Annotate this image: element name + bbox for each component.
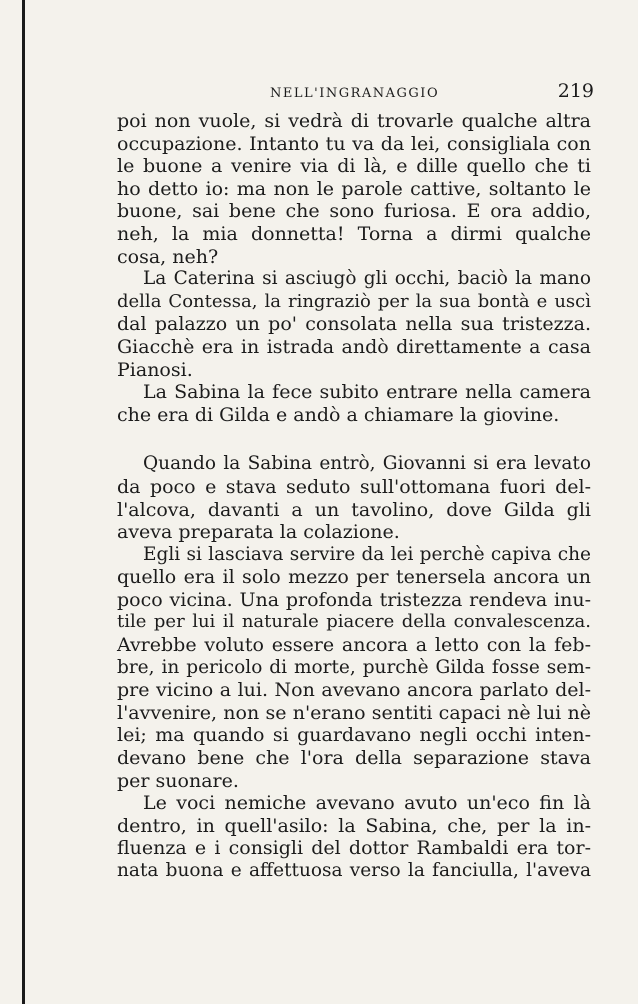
section-break bbox=[117, 426, 591, 453]
text-line: cosa, neh? bbox=[117, 245, 219, 268]
text-line: dentro, in quell'asilo: la Sabina, che, per la in- bbox=[117, 814, 591, 837]
text-line: lei; ma quando si guardavano negli occhi inten- bbox=[117, 724, 591, 747]
text-line: Quando la Sabina entrò, Giovanni si era levato bbox=[143, 453, 591, 475]
text-line: l'avvenire, non se n'erano sentiti capaci nè lui nè bbox=[117, 701, 591, 724]
text-line: Pianosi. bbox=[117, 358, 193, 381]
text-line: La Sabina la fece subito entrare nella camera bbox=[143, 381, 591, 404]
text-line: devano bene che l'ora della separazione stava bbox=[117, 747, 591, 770]
running-title: NELL'INGRANAGGIO bbox=[270, 86, 440, 101]
text-line: buone, sai bene che sono furiosa. E ora addio, bbox=[117, 200, 591, 223]
text-line: La Caterina si asciugò gli occhi, baciò la mano bbox=[143, 268, 591, 290]
text-line: della Contessa, la ringraziò per la sua bontà e uscì bbox=[117, 290, 591, 312]
text-line: nata buona e affettuosa verso la fanciulla, l'aveva bbox=[117, 860, 591, 881]
text-line: che era di Gilda e andò a chiamare la giovine. bbox=[117, 403, 560, 426]
paragraph bbox=[117, 544, 591, 793]
page-number: 219 bbox=[557, 80, 594, 102]
text-line: neh, la mia donnetta! Torna a dirmi qualche bbox=[117, 222, 591, 245]
paragraph bbox=[117, 792, 591, 882]
paragraph bbox=[117, 110, 591, 268]
text-line: Avrebbe voluto essere ancora a letto con la feb- bbox=[117, 634, 591, 657]
text-line: fluenza e i consigli del dottor Rambaldi era tor- bbox=[117, 837, 591, 860]
text-line: tile per lui il naturale piacere della convalescenza. bbox=[117, 611, 591, 633]
text-line: dal palazzo un po' consolata nella sua tristezza. bbox=[117, 313, 591, 336]
text-line: l'alcova, davanti a un tavolino, dove Gilda gli bbox=[117, 498, 591, 521]
body-text bbox=[117, 110, 591, 883]
text-line: Giacchè era in istrada andò direttamente a casa bbox=[117, 335, 591, 358]
text-line: da poco e stava seduto sull'ottomana fuori del- bbox=[117, 475, 591, 498]
text-line: poco vicina. Una profonda tristezza rendeva inu- bbox=[117, 588, 591, 611]
paragraph bbox=[117, 381, 591, 426]
text-line: quello era il solo mezzo per tenersela ancora un bbox=[117, 566, 591, 589]
text-line: Le voci nemiche avevano avuto un'eco fin là bbox=[143, 792, 591, 815]
text-line: pre vicino a lui. Non avevano ancora parlato del- bbox=[117, 679, 591, 702]
text-line: poi non vuole, si vedrà di trovarle qualche altra bbox=[117, 110, 591, 132]
text-line: occupazione. Intanto tu va da lei, consigliala con bbox=[117, 132, 591, 155]
paragraph bbox=[117, 453, 591, 543]
text-line: per suonare. bbox=[117, 769, 239, 792]
text-line: ho detto io: ma non le parole cattive, soltanto le bbox=[117, 177, 591, 200]
text-line: bre, in pericolo di morte, purchè Gilda fosse sem- bbox=[117, 656, 591, 678]
page-binding-edge bbox=[22, 0, 25, 1004]
running-head bbox=[110, 80, 600, 104]
text-line: aveva preparata la colazione. bbox=[117, 521, 400, 544]
text-line: Egli si lasciava servire da lei perchè capiva che bbox=[143, 543, 591, 565]
paragraph bbox=[117, 268, 591, 381]
text-line: le buone a venire via di là, e dille quello che ti bbox=[117, 155, 591, 178]
